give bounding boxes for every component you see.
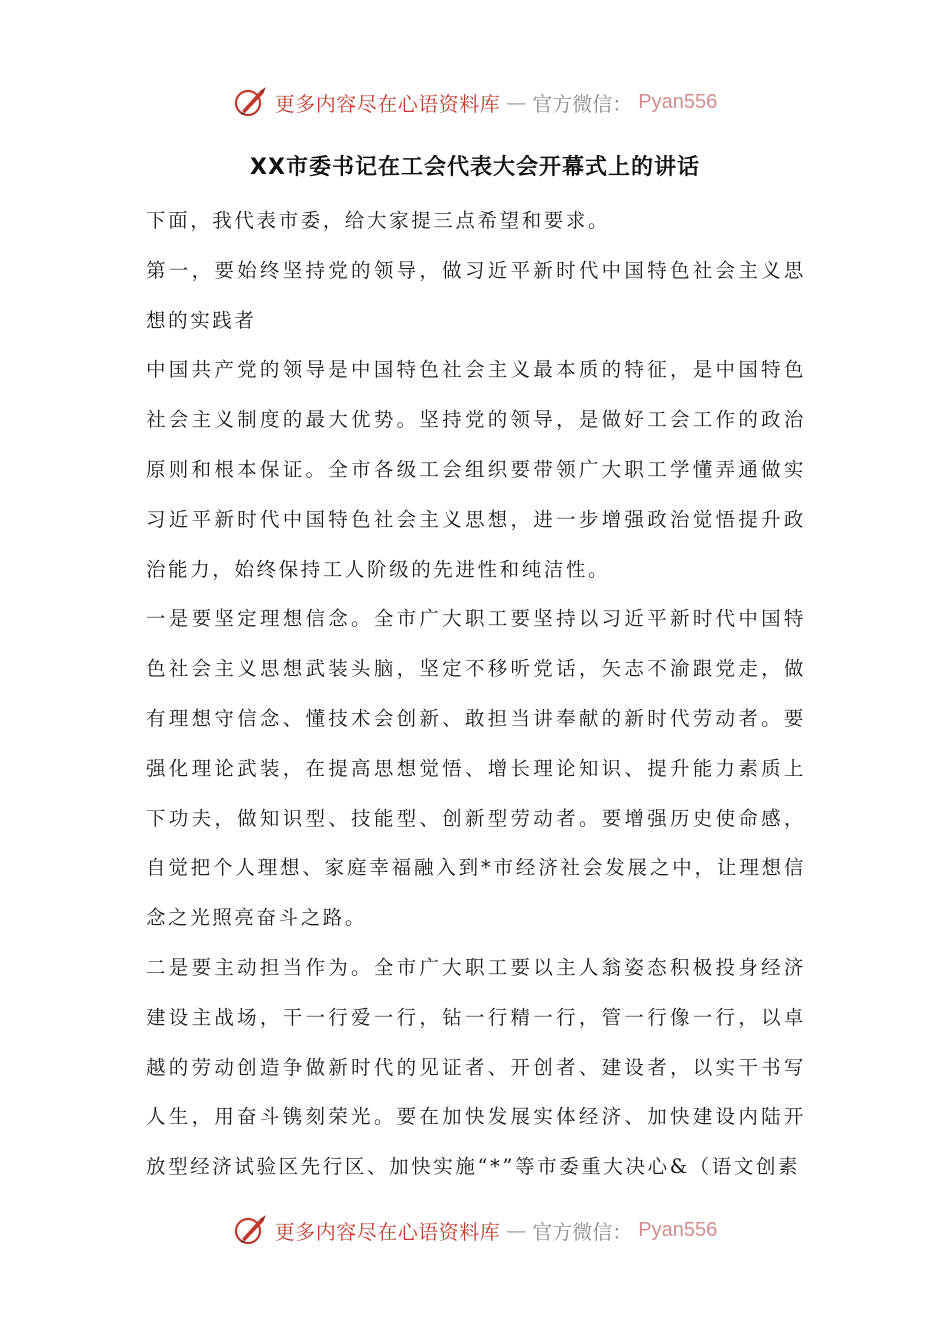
paragraph-intro: 下面，我代表市委，给大家提三点希望和要求。 [146,209,611,232]
document-body [146,196,806,1192]
quill-pen-logo-icon [233,1212,269,1248]
watermark-separator: — [506,90,527,114]
document-title: XX市委书记在工会代表大会开幕式上的讲话 [250,155,700,180]
quill-pen-logo-icon [233,84,269,120]
watermark-wechat-id: Pyan556 [638,90,718,113]
paragraph-party-leadership: 中国共产党的领导是中国特色社会主义最本质的特征，是中国特色社会主义制度的最大优势。坚持党的领导，是做好工会工作的政治原则和根本保证。全市各级工会组织要带领广大职工学懂弄通做实习近平新时代中国特色社会主义思想，进一步增强政治觉悟提升政治能力，始终保持工人阶级的先进性和纯洁性。 [146,358,806,581]
paragraph-ideals: 一是要坚定理想信念。全市广大职工要坚持以习近平新时代中国特色社会主义思想武装头脑，坚定不移听党话，矢志不渝跟党走，做有理想守信念、懂技术会创新、敢担当讲奉献的新时代劳动者。要强化理论武装，在提高思想觉悟、增长理论知识、提升能力素质上下功夫，做知识型、技能型、创新型劳动者。要增强历史使命感，自觉把个人理想、家庭幸福融入到*市经济社会发展之中，让理想信念之光照亮奋斗之路。 [146,607,806,930]
watermark-separator: — [506,1218,527,1242]
watermark-wechat-label: 官方微信： [532,91,633,116]
watermark-wechat-label: 官方微信： [532,1219,633,1244]
watermark-brand-text: 更多内容尽在心语资料库 [274,1219,501,1244]
footer-watermark [0,1210,950,1250]
header-watermark [0,82,950,122]
paragraph-heading-first: 第一，要始终坚持党的领导，做习近平新时代中国特色社会主义思想的实践者 [146,258,806,332]
watermark-wechat-id: Pyan556 [638,1218,718,1241]
watermark-brand-text: 更多内容尽在心语资料库 [274,91,501,116]
paragraph-responsibility: 二是要主动担当作为。全市广大职工要以主人翁姿态积极投身经济建设主战场，干一行爱一行，钻一行精一行，管一行像一行，以卓越的劳动创造争做新时代的见证者、开创者、建设者，以实干书写人生，用奋斗镌刻荣光。要在加快发展实体经济、加快建设内陆开放型经济试验区先行区、加快实施“*”等市委重大决心&（语文创素 [146,955,806,1179]
